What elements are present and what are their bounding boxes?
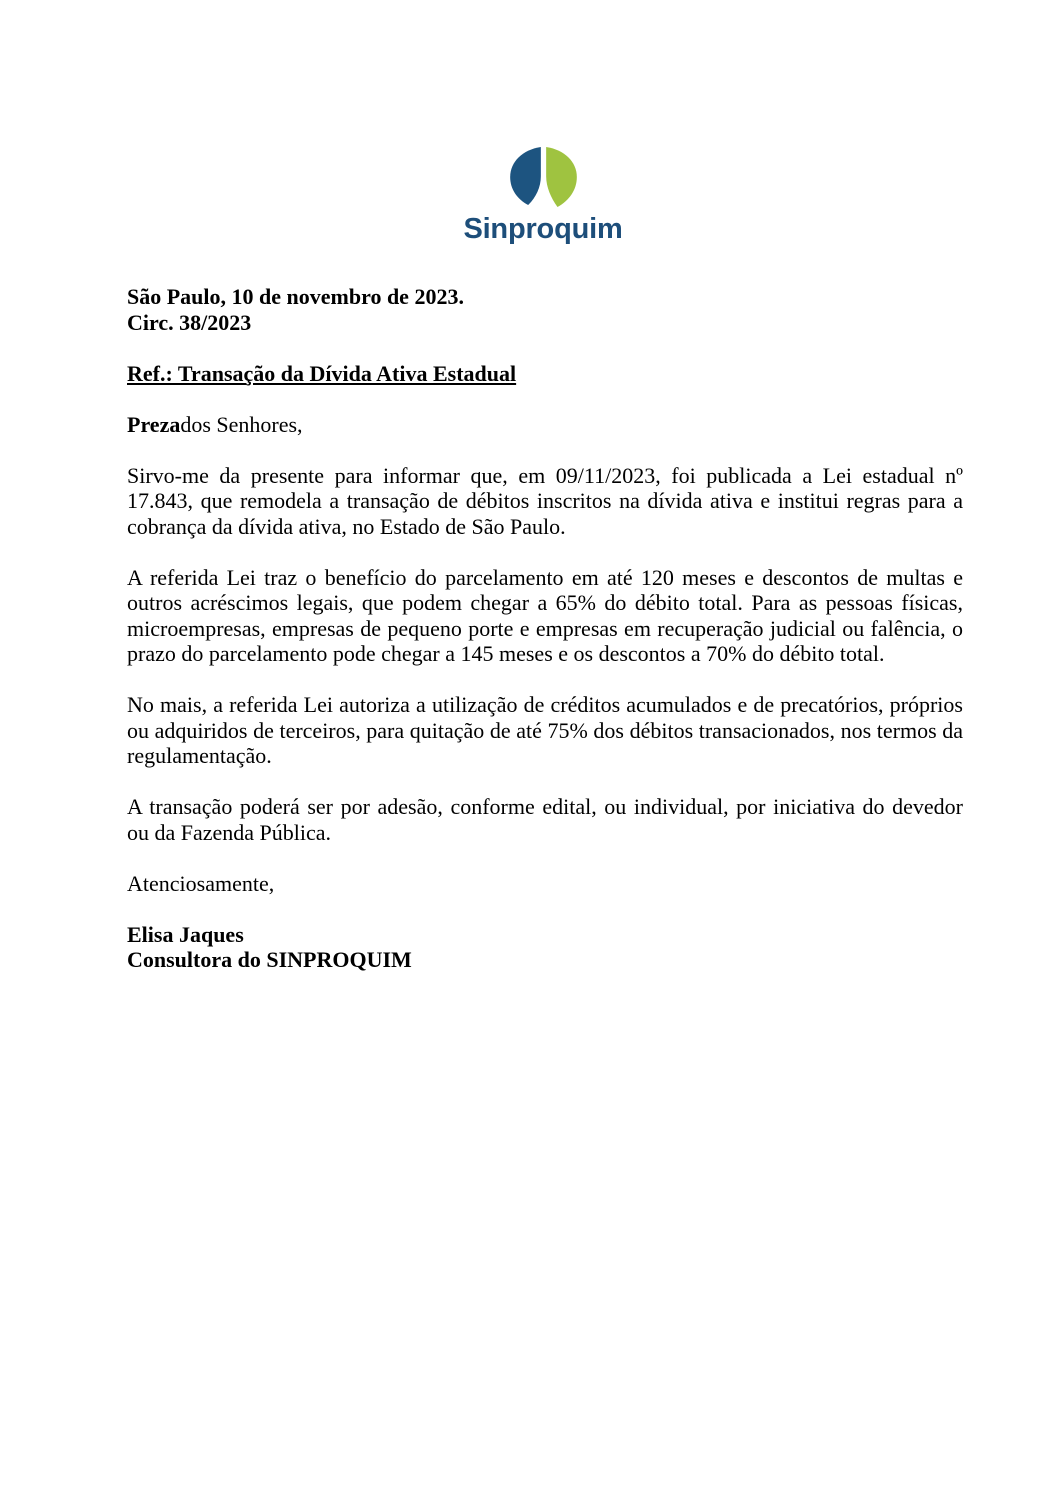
logo-petal-right-icon	[546, 147, 577, 207]
closing-line: Atenciosamente,	[127, 870, 275, 896]
logo-petal-left-icon	[510, 147, 541, 205]
sinproquim-logo-icon	[510, 147, 577, 207]
date-block	[127, 284, 963, 335]
salutation	[127, 412, 963, 438]
letter-body	[127, 284, 963, 973]
signature-name: Elisa Jaques	[127, 921, 244, 947]
paragraph-4: A transação poderá ser por adesão, conforme edital, ou individual, por iniciativa do devedor ou da Fazenda Pública.	[127, 794, 963, 845]
signature-block	[127, 922, 963, 973]
circular-number: Circ. 38/2023	[127, 309, 252, 335]
logo-wordmark: Sinproquim	[463, 213, 623, 245]
salutation-regular-part: dos Senhores,	[180, 411, 303, 437]
paragraph-2: A referida Lei traz o benefício do parcelamento em até 120 meses e descontos de multas e outros acréscimos legais, que podem chegar a 65% do débito total. Para as pessoas físicas, microempresas, empresas de pequeno porte e empresas em recuperação judicial ou falência, o prazo do parcelamento pode chegar a 145 meses e os descontos a 70% do débito total.	[127, 564, 963, 666]
logo	[14, 147, 1058, 246]
salutation-bold-part: Preza	[127, 411, 181, 437]
reference-line: Ref.: Transação da Dívida Ativa Estadual	[127, 360, 517, 386]
signature-title: Consultora do SINPROQUIM	[127, 947, 412, 972]
reference-block	[127, 361, 963, 387]
date-line: São Paulo, 10 de novembro de 2023.	[127, 284, 464, 309]
paragraph-3: No mais, a referida Lei autoriza a utilização de créditos acumulados e de precatórios, próprios ou adquiridos de terceiros, para quitação de até 75% dos débitos transacionados, nos termos da regulamentação.	[127, 692, 963, 768]
paragraph-1: Sirvo-me da presente para informar que, em 09/11/2023, foi publicada a Lei estadual nº 17.843, que remodela a transação de débitos inscritos na dívida ativa e institui regras para a cobrança da dívida ativa, no Estado de São Paulo.	[127, 462, 963, 539]
